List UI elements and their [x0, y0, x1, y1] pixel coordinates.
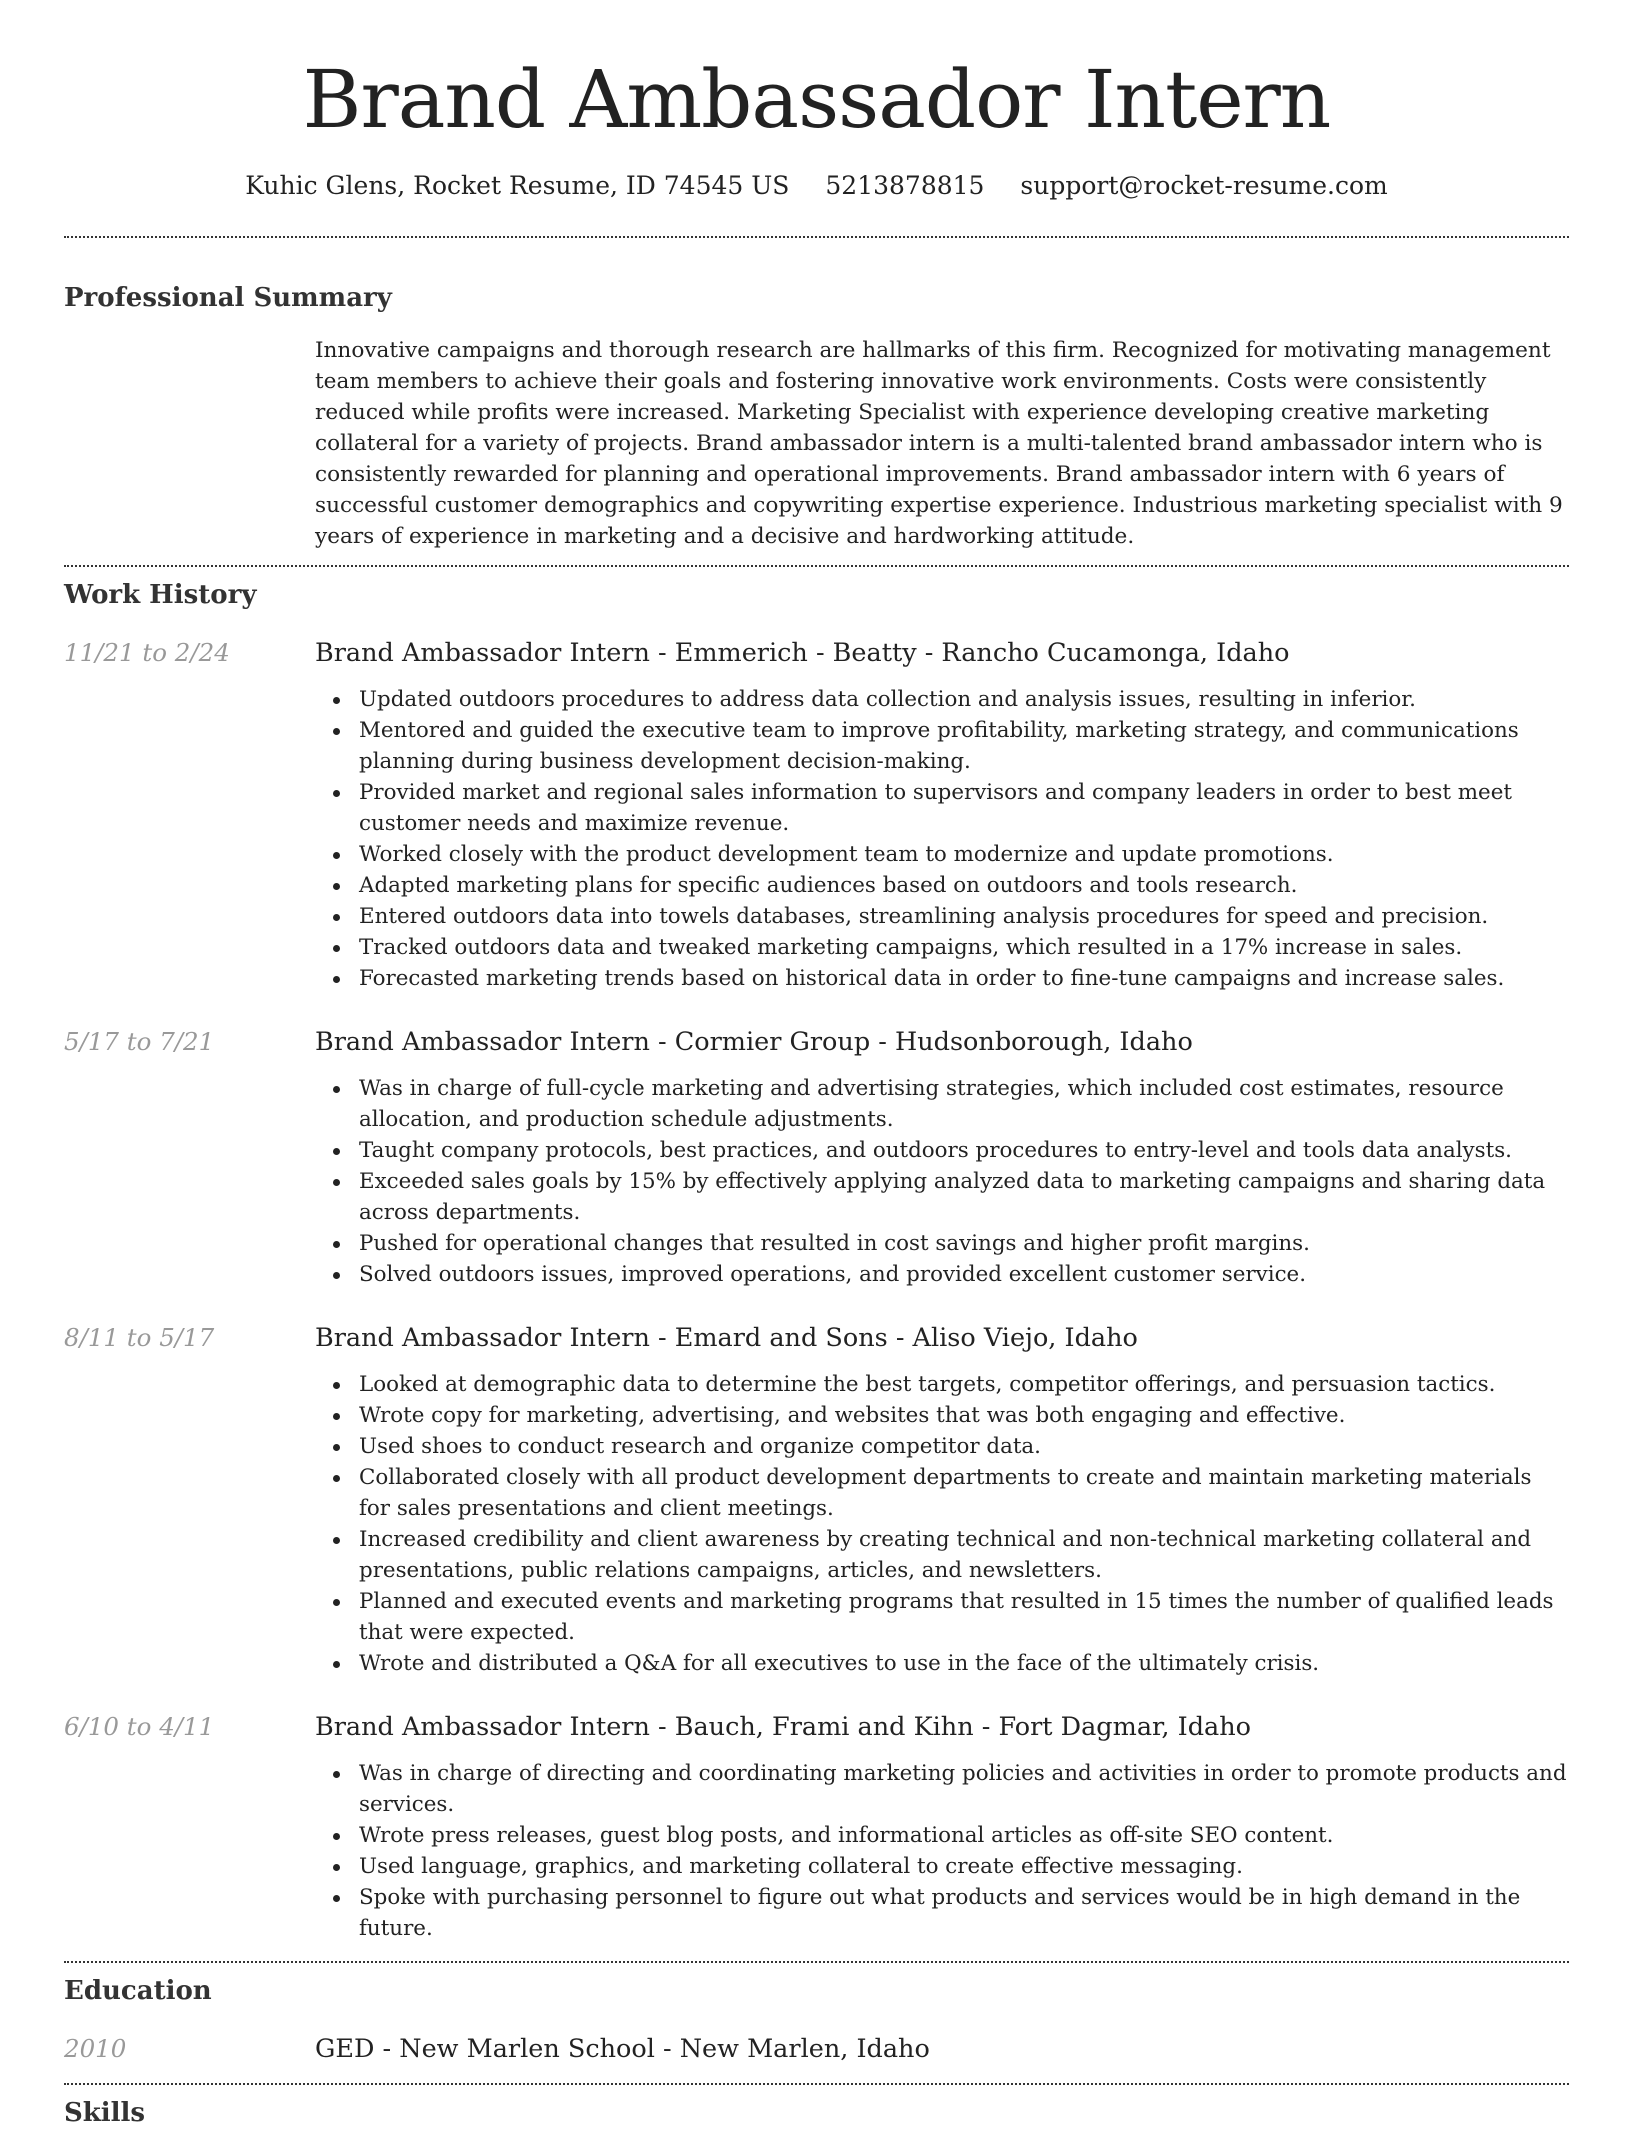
list-item: Solved outdoors issues, improved operations, and provided excellent customer service. [315, 1259, 1569, 1290]
job-dates: 6/10 to 4/11 [64, 1712, 215, 1741]
job-entry [64, 1711, 1569, 1944]
list-item: Taught company protocols, best practices, and outdoors procedures to entry-level and tools data analysts. [315, 1135, 1569, 1166]
list-item: Provided market and regional sales information to supervisors and company leaders in order to best meet customer needs and maximize revenue. [315, 777, 1569, 839]
section-title-skills: Skills [64, 2098, 146, 2128]
list-item: Was in charge of directing and coordinating marketing policies and activities in order to promote products and services. [315, 1758, 1569, 1820]
job-bullets [315, 1369, 1569, 1679]
section-title-summary: Professional Summary [64, 283, 392, 313]
job-title: Brand Ambassador Intern - Bauch, Frami and Kihn - Fort Dagmar, Idaho [315, 1712, 1251, 1742]
list-item: Pushed for operational changes that resulted in cost savings and higher profit margins. [315, 1228, 1569, 1259]
list-item: Looked at demographic data to determine the best targets, competitor offerings, and persuasion tactics. [315, 1369, 1569, 1400]
candidate-name: Brand Ambassador Intern [302, 53, 1331, 146]
summary-section [64, 282, 1569, 552]
job-entry [64, 1322, 1569, 1679]
education-detail: GED - New Marlen School - New Marlen, Idaho [315, 2034, 930, 2064]
list-item: Worked closely with the product development team to modernize and update promotions. [315, 839, 1569, 870]
job-entry [64, 637, 1569, 994]
section-title-education: Education [64, 1976, 212, 2006]
education-year: 2010 [64, 2034, 127, 2063]
list-item: Wrote copy for marketing, advertising, and websites that was both engaging and effective. [315, 1400, 1569, 1431]
divider [64, 236, 1569, 238]
list-item: Tracked outdoors data and tweaked marketing campaigns, which resulted in a 17% increase in sales. [315, 932, 1569, 963]
job-dates: 11/21 to 2/24 [64, 638, 230, 667]
job-title: Brand Ambassador Intern - Emmerich - Beatty - Rancho Cucamonga, Idaho [315, 638, 1290, 668]
contact-phone: 5213878815 [825, 171, 985, 200]
contact-address: Kuhic Glens, Rocket Resume, ID 74545 US [245, 171, 790, 200]
list-item: Increased credibility and client awareness by creating technical and non-technical marketing collateral and presentations, public relations campaigns, articles, and newsletters. [315, 1524, 1569, 1586]
education-entry [64, 2033, 1569, 2065]
list-item: Collaborated closely with all product development departments to create and maintain marketing materials for sales presentations and client meetings. [315, 1462, 1569, 1524]
job-title: Brand Ambassador Intern - Cormier Group - Hudsonborough, Idaho [315, 1027, 1193, 1057]
job-bullets [315, 684, 1569, 994]
job-bullets [315, 1073, 1569, 1290]
section-title-work-history: Work History [64, 580, 257, 610]
skills-section [64, 2097, 1569, 2129]
list-item: Updated outdoors procedures to address data collection and analysis issues, resulting in inferior. [315, 684, 1569, 715]
list-item: Spoke with purchasing personnel to figure out what products and services would be in high demand in the future. [315, 1882, 1569, 1944]
job-dates: 8/11 to 5/17 [64, 1323, 215, 1352]
resume-page [64, 0, 1569, 2129]
list-item: Planned and executed events and marketing programs that resulted in 15 times the number of qualified leads that were expected. [315, 1586, 1569, 1648]
list-item: Entered outdoors data into towels databases, streamlining analysis procedures for speed and precision. [315, 901, 1569, 932]
education-section [64, 1975, 1569, 2065]
contact-email: support@rocket-resume.com [1020, 171, 1388, 200]
divider [64, 2083, 1569, 2085]
list-item: Adapted marketing plans for specific audiences based on outdoors and tools research. [315, 870, 1569, 901]
list-item: Was in charge of full-cycle marketing and advertising strategies, which included cost estimates, resource allocation, and production schedule adjustments. [315, 1073, 1569, 1135]
job-bullets [315, 1758, 1569, 1944]
list-item: Wrote press releases, guest blog posts, and informational articles as off-site SEO content. [315, 1820, 1569, 1851]
job-entry [64, 1026, 1569, 1290]
contact-line [64, 170, 1569, 202]
list-item: Used shoes to conduct research and organize competitor data. [315, 1431, 1569, 1462]
list-item: Used language, graphics, and marketing collateral to create effective messaging. [315, 1851, 1569, 1882]
work-history-section [64, 579, 1569, 1944]
list-item: Mentored and guided the executive team to improve profitability, marketing strategy, and communications planning during business development decision-making. [315, 715, 1569, 777]
summary-text: Innovative campaigns and thorough research are hallmarks of this firm. Recognized for motivating management team members to achieve their goals and fostering innovative work environments. Costs were consistently reduced while profits were increased. Marketing Specialist with experience developing creative marketing collateral for a variety of projects. Brand ambassador intern is a multi-talented brand ambassador intern who is consistently rewarded for planning and operational improvements. Brand ambassador intern with 6 years of successful customer demographics and copywriting expertise experience. Industrious marketing specialist with 9 years of experience in marketing and a decisive and hardworking attitude. [315, 338, 1563, 549]
list-item: Wrote and distributed a Q&A for all executives to use in the face of the ultimately crisis. [315, 1648, 1569, 1679]
job-title: Brand Ambassador Intern - Emard and Sons - Aliso Viejo, Idaho [315, 1323, 1138, 1353]
list-item: Exceeded sales goals by 15% by effectively applying analyzed data to marketing campaigns and sharing data across departments. [315, 1166, 1569, 1228]
list-item: Forecasted marketing trends based on historical data in order to fine-tune campaigns and increase sales. [315, 963, 1569, 994]
divider [64, 1961, 1569, 1963]
job-dates: 5/17 to 7/21 [64, 1027, 215, 1056]
divider [64, 565, 1569, 567]
